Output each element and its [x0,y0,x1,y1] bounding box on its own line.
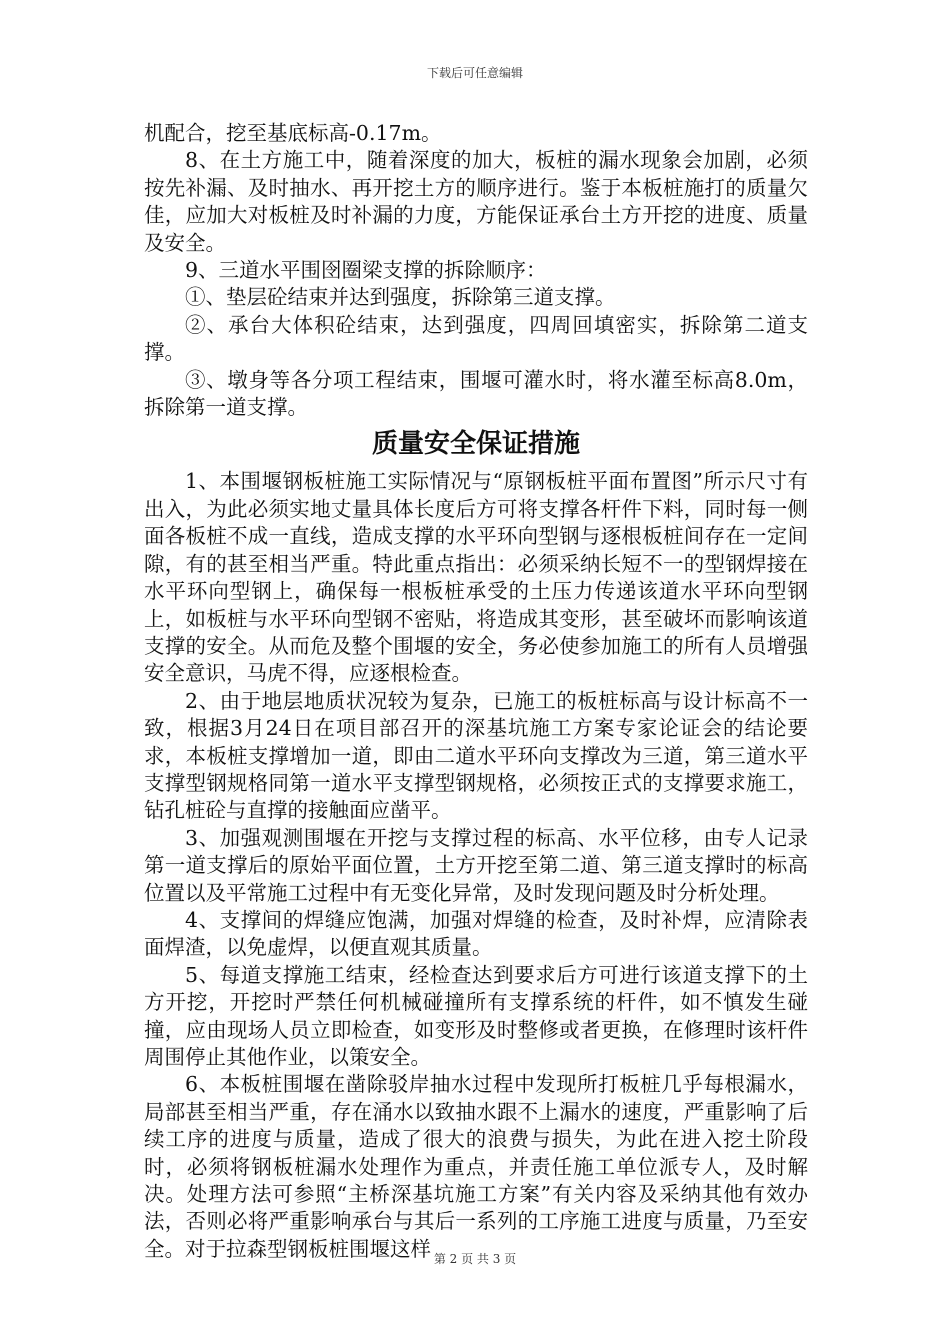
paragraph-step-1: ①、垫层砼结束并达到强度，拆除第三道支撑。 [185,285,616,310]
paragraph-measure-5: 5、每道支撑施工结束，经检查达到要求后方可进行该道支撑下的土方开挖，开挖时严禁任何机械碰撞所有支撑系统的杆件，如不慎发生碰撞，应由现场人员立即检查，如变形及时整修或者更换，在修理时该杆件周围停止其他作业，以策安全。 [144,962,808,1069]
document-body [144,120,808,1263]
paragraph-step-3: ③、墩身等各分项工程结束，围堰可灌水时，将水灌至标高8.0m，拆除第一道支撑。 [144,367,808,420]
section-heading: 质量安全保证措施 [371,429,580,460]
page-header-note: 下载后可任意编辑 [426,66,523,80]
paragraph-item-8: 8、在土方施工中，随着深度的加大，板桩的漏水现象会加剧，必须按先补漏、及时抽水、再开挖土方的顺序进行。鉴于本板桩施打的质量欠佳，应加大对板桩及时补漏的力度，方能保证承台土方开挖的进度、质量及安全。 [144,148,808,255]
paragraph-measure-2: 2、由于地层地质状况较为复杂，已施工的板桩标高与设计标高不一致，根据3月24日在项目部召开的深基坑施工方案专家论证会的结论要求，本板桩支撑增加一道，即由二道水平环向支撑改为三道，第三道水平支撑型钢规格同第一道水平支撑型钢规格，必须按正式的支撑要求施工，钻孔桩砼与直撑的接触面应凿平。 [144,688,808,823]
paragraph-measure-1: 1、本围堰钢板桩施工实际情况与“原钢板桩平面布置图”所示尺寸有出入，为此必须实地丈量具体长度后方可将支撑各杆件下料，同时每一侧面各板桩不成一直线，造成支撑的水平环向型钢与逐根板桩间存在一定间隙，有的甚至相当严重。特此重点指出：必须采纳长短不一的型钢焊接在水平环向型钢上，确保每一根板桩承受的土压力传递该道水平环向型钢上，如板桩与水平环向型钢不密贴，将造成其变形，甚至破坏而影响该道支撑的安全。从而危及整个围堰的安全，务必使参加施工的所有人员增强安全意识，马虎不得，应逐根检查。 [144,469,808,686]
paragraph-step-2: ②、承台大体积砼结束，达到强度，四周回填密实，拆除第二道支撑。 [144,312,808,365]
paragraph-measure-6: 6、本板桩围堰在凿除驳岸抽水过程中发现所打板桩几乎每根漏水，局部甚至相当严重，存在涌水以致抽水跟不上漏水的速度，严重影响了后续工序的进度与质量，造成了很大的浪费与损失，为此在进入挖土阶段时，必须将钢板桩漏水处理作为重点，并责任施工单位派专人，及时解决。处理方法可参照“主桥深基坑施工方案”有关内容及采纳其他有效办法，否则必将严重影响承台与其后一系列的工序施工进度与质量，乃至安全。对于拉森型钢板桩围堰这样 [144,1072,808,1261]
paragraph-measure-4: 4、支撑间的焊缝应饱满，加强对焊缝的检查，及时补焊，应清除表面焊渣，以免虚焊，以便直观其质量。 [144,907,808,960]
paragraph-measure-3: 3、加强观测围堰在开挖与支撑过程的标高、水平位移，由专人记录第一道支撑后的原始平面位置，土方开挖至第二道、第三道支撑时的标高位置以及平常施工过程中有无变化异常，及时发现问题及时分析处理。 [144,825,808,905]
paragraph-continuation: 机配合，挖至基底标高-0.17m。 [144,121,442,145]
page-footer-number: 第 2 页 共 3 页 [433,1252,517,1266]
paragraph-item-9: 9、三道水平围囹圈梁支撑的拆除顺序： [185,258,547,283]
